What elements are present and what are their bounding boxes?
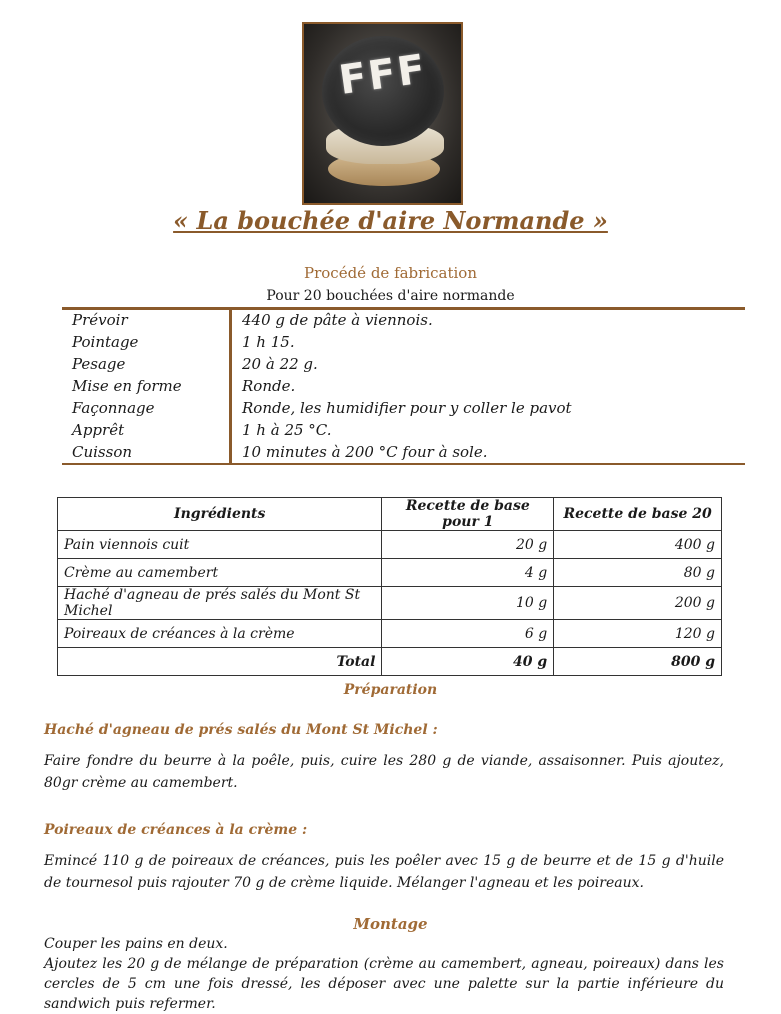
section-title-agneau: Haché d'agneau de prés salés du Mont St Michel : <box>44 722 438 738</box>
ingredient-qty-1: 10 g <box>382 587 554 620</box>
preparation-heading: Préparation <box>343 682 438 698</box>
ingredient-name: Pain viennois cuit <box>58 531 382 559</box>
procede-value: 20 à 22 g. <box>242 355 318 373</box>
product-photo <box>302 22 463 205</box>
procede-row <box>0 355 781 377</box>
procede-label: Apprêt <box>72 421 125 439</box>
ingredient-name: Haché d'agneau de prés salés du Mont St Michel <box>58 587 382 620</box>
procede-value: Ronde, les humidifier pour y coller le pavot <box>242 399 572 417</box>
ingredient-qty-20: 400 g <box>554 531 722 559</box>
section-title-poireaux: Poireaux de créances à la crème : <box>44 822 308 838</box>
montage-heading: Montage <box>353 915 428 933</box>
ingredient-qty-20: 200 g <box>554 587 722 620</box>
procede-label: Pesage <box>72 355 126 373</box>
ingredient-qty-1: 6 g <box>382 620 554 648</box>
ingredient-qty-1: 20 g <box>382 531 554 559</box>
ingredient-qty-20: 120 g <box>554 620 722 648</box>
total-qty-20: 800 g <box>554 648 722 676</box>
table-row <box>58 620 722 648</box>
procede-row <box>0 311 781 333</box>
procede-rule-top <box>62 307 745 310</box>
table-row <box>58 587 722 620</box>
procede-label: Pointage <box>72 333 139 351</box>
ingredients-table <box>57 497 722 676</box>
montage-line: Couper les pains en deux. <box>44 936 228 952</box>
ingredient-name: Poireaux de créances à la crème <box>58 620 382 648</box>
section-text-agneau: Faire fondre du beurre à la poêle, puis, cuire les 280 g de viande, assaisonner. Puis ajoutez, 80gr crème au camembert. <box>44 753 724 791</box>
procede-row <box>0 377 781 399</box>
procede-value: 10 minutes à 200 °C four à sole. <box>242 443 488 461</box>
procede-value: Ronde. <box>242 377 296 395</box>
procede-row <box>0 421 781 443</box>
ingredient-name: Crème au camembert <box>58 559 382 587</box>
procede-value: 440 g de pâte à viennois. <box>242 311 433 329</box>
total-label: Total <box>58 648 382 676</box>
column-header: Recette de base 20 <box>554 498 722 531</box>
total-qty-1: 40 g <box>382 648 554 676</box>
table-header-row <box>58 498 722 531</box>
procede-label: Façonnage <box>72 399 155 417</box>
procede-value: 1 h à 25 °C. <box>242 421 332 439</box>
procede-label: Mise en forme <box>72 377 182 395</box>
table-row <box>58 559 722 587</box>
table-total-row <box>58 648 722 676</box>
procede-heading: Procédé de fabrication <box>304 264 477 282</box>
procede-label: Prévoir <box>72 311 128 329</box>
procede-subheading: Pour 20 bouchées d'aire normande <box>266 288 515 304</box>
procede-value: 1 h 15. <box>242 333 295 351</box>
column-header: Recette de base pour 1 <box>382 498 554 531</box>
column-header: Ingrédients <box>58 498 382 531</box>
section-text-poireaux: Emincé 110 g de poireaux de créances, puis les poêler avec 15 g de beurre et de 15 g d'huile de tournesol puis rajouter 70 g de crème liquide. Mélanger l'agneau et les poireaux. <box>44 853 724 891</box>
procede-row <box>0 443 781 465</box>
recipe-title: « La bouchée d'aire Normande » <box>173 206 608 235</box>
table-row <box>58 531 722 559</box>
procede-row <box>0 399 781 421</box>
procede-label: Cuisson <box>72 443 133 461</box>
ingredient-qty-20: 80 g <box>554 559 722 587</box>
ingredient-qty-1: 4 g <box>382 559 554 587</box>
bun-stencil-letters: FFF <box>336 46 430 104</box>
procede-row <box>0 333 781 355</box>
montage-line: Ajoutez les 20 g de mélange de préparation (crème au camembert, agneau, poireaux) dans les cercles de 5 cm une fois dressé, les déposer avec une palette sur la partie inférieure du sandwich puis refermer. <box>44 956 724 1012</box>
